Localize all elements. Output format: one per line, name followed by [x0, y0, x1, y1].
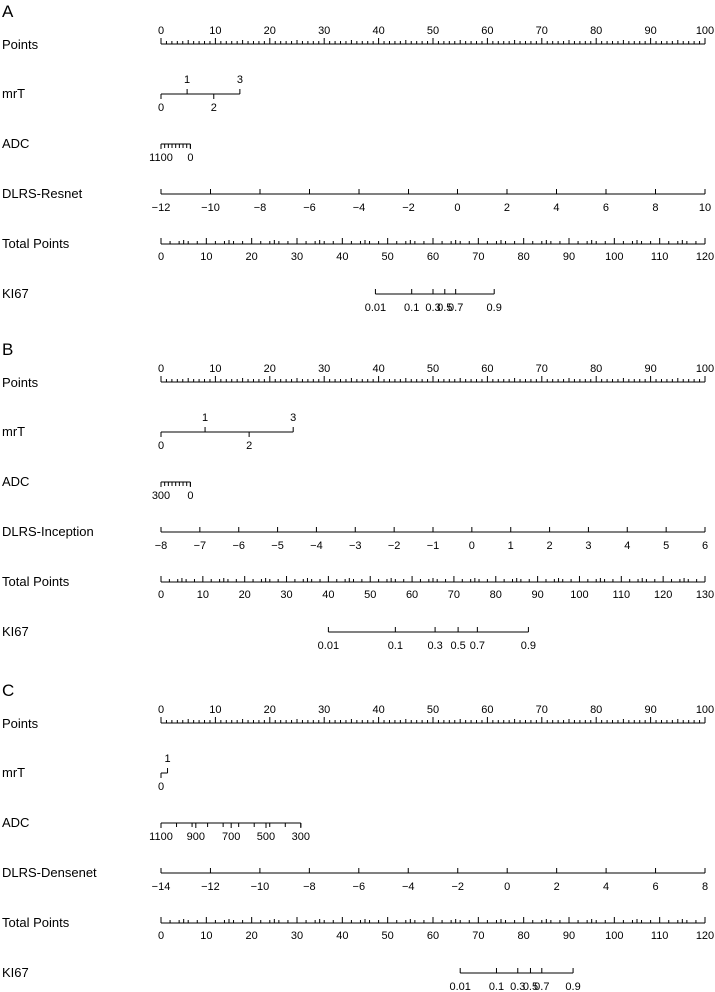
panel-letter: C	[2, 681, 15, 700]
tick-label-dlrs-resnet: −10	[201, 202, 220, 214]
tick-label-ki67: 0.3	[510, 981, 526, 992]
row-label-dlrs-inception: DLRS-Inception	[2, 524, 94, 539]
tick-label-total-points: 70	[472, 251, 485, 263]
tick-label-total-points: 90	[562, 930, 576, 942]
tick-label-points: 60	[481, 704, 494, 716]
tick-label-adc: 300	[291, 831, 310, 843]
tick-label-mrt: 3	[290, 412, 297, 424]
tick-label-dlrs-inception: 4	[624, 540, 631, 552]
tick-label-points: 90	[644, 363, 657, 375]
tick-label-adc: 700	[221, 831, 241, 843]
tick-label-dlrs-inception: −7	[193, 540, 207, 552]
row-label-adc: ADC	[2, 474, 30, 489]
tick-label-total-points: 70	[447, 589, 461, 601]
tick-label-adc: 300	[151, 490, 171, 502]
tick-label-ki67: 0.1	[404, 302, 420, 314]
tick-label-total-points: 40	[322, 589, 335, 601]
tick-label-dlrs-inception: 6	[701, 540, 709, 552]
row-label-dlrs-densenet: DLRS-Densenet	[2, 865, 97, 880]
tick-label-adc: 0	[187, 152, 194, 164]
tick-label-dlrs-inception: −6	[232, 540, 246, 552]
tick-label-dlrs-densenet: −12	[201, 881, 220, 893]
tick-label-total-points: 90	[531, 589, 544, 601]
tick-label-total-points: 30	[290, 251, 304, 263]
tick-label-total-points: 60	[405, 589, 419, 601]
row-label-total-points: Total Points	[2, 236, 70, 251]
row-label-points: Points	[2, 716, 39, 731]
tick-label-ki67: 0.9	[520, 640, 537, 652]
tick-label-mrt: 1	[164, 753, 171, 765]
tick-label-dlrs-densenet: −2	[451, 881, 465, 893]
tick-label-mrt: 2	[210, 102, 217, 114]
row-label-points: Points	[2, 375, 39, 390]
tick-label-ki67: 0.7	[469, 640, 486, 652]
tick-label-ki67: 0.3	[425, 302, 441, 314]
panel-letter: B	[2, 340, 14, 359]
row-label-dlrs-resnet: DLRS-Resnet	[2, 186, 83, 201]
tick-label-points: 10	[209, 363, 222, 375]
tick-label-adc: 500	[256, 831, 276, 843]
tick-label-dlrs-inception: 3	[585, 540, 592, 552]
tick-label-dlrs-resnet: −6	[303, 202, 316, 214]
tick-label-total-points: 40	[336, 930, 349, 942]
tick-label-points: 70	[535, 25, 548, 37]
row-label-points: Points	[2, 37, 39, 52]
tick-label-total-points: 60	[426, 930, 440, 942]
row-label-mrt: mrT	[2, 86, 26, 101]
tick-label-ki67: 0.9	[565, 981, 581, 992]
tick-label-adc: 1100	[149, 831, 173, 843]
tick-label-adc: 1100	[149, 152, 173, 164]
tick-label-total-points: 110	[650, 251, 669, 263]
tick-label-dlrs-resnet: −2	[402, 202, 415, 214]
tick-label-total-points: 100	[605, 930, 624, 942]
tick-label-ki67: 0.5	[450, 640, 466, 652]
tick-label-total-points: 50	[364, 589, 377, 601]
tick-label-points: 10	[209, 704, 222, 716]
tick-label-total-points: 30	[280, 589, 293, 601]
row-label-total-points: Total Points	[2, 574, 70, 589]
tick-label-dlrs-resnet: 0	[454, 202, 461, 214]
tick-label-points: 30	[318, 25, 331, 37]
tick-label-points: 100	[695, 25, 715, 37]
row-label-mrt: mrT	[2, 765, 26, 780]
tick-label-adc: 0	[187, 490, 194, 502]
tick-label-ki67: 0.01	[317, 640, 340, 652]
tick-label-dlrs-densenet: −10	[250, 881, 270, 893]
tick-label-ki67: 0.7	[448, 302, 464, 314]
tick-label-total-points: 80	[517, 251, 530, 263]
tick-label-dlrs-resnet: −8	[253, 202, 267, 214]
tick-label-ki67: 0.5	[437, 302, 453, 314]
tick-label-total-points: 120	[695, 930, 715, 942]
tick-label-points: 80	[590, 363, 603, 375]
tick-label-total-points: 120	[653, 589, 673, 601]
tick-label-dlrs-densenet: −8	[303, 881, 316, 893]
tick-label-total-points: 0	[157, 589, 165, 601]
tick-label-total-points: 100	[605, 251, 624, 263]
row-label-ki67: KI67	[2, 286, 29, 301]
tick-label-total-points: 50	[381, 930, 394, 942]
tick-label-dlrs-densenet: −14	[151, 881, 171, 893]
tick-label-dlrs-densenet: 4	[603, 881, 610, 893]
tick-label-total-points: 100	[570, 589, 589, 601]
tick-label-dlrs-inception: −4	[310, 540, 323, 552]
tick-label-points: 50	[426, 25, 440, 37]
tick-label-dlrs-resnet: 10	[698, 202, 712, 214]
tick-label-points: 100	[695, 704, 715, 716]
tick-label-total-points: 120	[695, 251, 715, 263]
tick-label-points: 100	[695, 363, 715, 375]
tick-label-dlrs-densenet: 8	[701, 881, 709, 893]
tick-label-points: 20	[263, 704, 276, 716]
panel-letter: A	[2, 2, 14, 21]
tick-label-mrt: 1	[202, 412, 209, 424]
tick-label-total-points: 50	[381, 251, 394, 263]
tick-label-points: 20	[263, 363, 276, 375]
tick-label-dlrs-resnet: 4	[553, 202, 560, 214]
tick-label-ki67: 0.3	[427, 640, 443, 652]
tick-label-mrt: 0	[157, 440, 165, 452]
tick-label-total-points: 10	[200, 251, 213, 263]
tick-label-points: 50	[426, 363, 440, 375]
tick-label-total-points: 20	[245, 930, 258, 942]
tick-label-dlrs-resnet: −4	[352, 202, 366, 214]
tick-label-points: 40	[372, 704, 385, 716]
tick-label-points: 60	[481, 25, 494, 37]
tick-label-dlrs-resnet: 2	[503, 202, 511, 214]
tick-label-points: 30	[318, 363, 331, 375]
tick-label-ki67: 0.1	[488, 981, 505, 992]
tick-label-ki67: 0.1	[387, 640, 403, 652]
tick-label-total-points: 20	[238, 589, 251, 601]
tick-label-dlrs-inception: 0	[468, 540, 475, 552]
tick-label-points: 90	[644, 704, 657, 716]
tick-label-total-points: 0	[157, 930, 165, 942]
tick-label-dlrs-densenet: 6	[652, 881, 659, 893]
tick-label-mrt: 0	[157, 781, 165, 793]
tick-label-points: 40	[372, 25, 385, 37]
tick-label-points: 30	[318, 704, 331, 716]
tick-label-points: 0	[157, 363, 165, 375]
tick-label-total-points: 90	[562, 251, 576, 263]
tick-label-dlrs-densenet: −4	[401, 881, 415, 893]
tick-label-dlrs-inception: −5	[271, 540, 284, 552]
tick-label-total-points: 40	[336, 251, 349, 263]
tick-label-mrt: 0	[157, 102, 165, 114]
tick-label-points: 80	[590, 704, 603, 716]
row-label-mrt: mrT	[2, 424, 26, 439]
tick-label-ki67: 0.01	[449, 981, 471, 992]
tick-label-total-points: 110	[650, 930, 669, 942]
tick-label-ki67: 0.01	[364, 302, 387, 314]
tick-label-dlrs-densenet: 2	[553, 881, 560, 893]
tick-label-total-points: 80	[489, 589, 502, 601]
tick-label-adc: 900	[186, 831, 205, 843]
row-label-adc: ADC	[2, 136, 30, 151]
tick-label-dlrs-resnet: 8	[652, 202, 659, 214]
tick-label-total-points: 10	[196, 589, 209, 601]
tick-label-points: 70	[535, 363, 548, 375]
tick-label-total-points: 60	[426, 251, 440, 263]
tick-label-dlrs-inception: 1	[507, 540, 514, 552]
tick-label-dlrs-densenet: 0	[504, 881, 511, 893]
tick-label-total-points: 110	[612, 589, 631, 601]
tick-label-total-points: 10	[200, 930, 213, 942]
tick-label-dlrs-inception: 5	[663, 540, 670, 552]
tick-label-dlrs-resnet: −12	[151, 202, 171, 214]
tick-label-points: 40	[372, 363, 385, 375]
tick-label-mrt: 1	[184, 74, 191, 86]
row-label-total-points: Total Points	[2, 915, 70, 930]
tick-label-points: 0	[157, 25, 165, 37]
tick-label-total-points: 70	[472, 930, 485, 942]
tick-label-points: 60	[481, 363, 494, 375]
tick-label-points: 70	[535, 704, 548, 716]
tick-label-points: 0	[157, 704, 165, 716]
tick-label-dlrs-inception: −8	[154, 540, 168, 552]
tick-label-total-points: 130	[695, 589, 715, 601]
tick-label-mrt: 2	[246, 440, 253, 452]
tick-label-dlrs-inception: 2	[546, 540, 553, 552]
tick-label-points: 50	[426, 704, 440, 716]
tick-label-ki67: 0.5	[522, 981, 539, 992]
tick-label-points: 20	[263, 25, 276, 37]
tick-label-ki67: 0.7	[534, 981, 550, 992]
tick-label-total-points: 80	[517, 930, 530, 942]
tick-label-points: 90	[644, 25, 657, 37]
tick-label-points: 80	[590, 25, 603, 37]
tick-label-dlrs-inception: −2	[387, 540, 401, 552]
tick-label-dlrs-inception: −3	[348, 540, 362, 552]
tick-label-mrt: 3	[236, 74, 243, 86]
tick-label-total-points: 20	[245, 251, 258, 263]
tick-label-ki67: 0.9	[486, 302, 502, 314]
tick-label-total-points: 30	[290, 930, 304, 942]
tick-label-points: 10	[209, 25, 222, 37]
row-label-adc: ADC	[2, 815, 30, 830]
row-label-ki67: KI67	[2, 624, 29, 639]
row-label-ki67: KI67	[2, 965, 29, 980]
tick-label-dlrs-inception: −1	[426, 540, 440, 552]
tick-label-dlrs-densenet: −6	[352, 881, 366, 893]
tick-label-dlrs-resnet: 6	[602, 202, 610, 214]
tick-label-total-points: 0	[157, 251, 165, 263]
